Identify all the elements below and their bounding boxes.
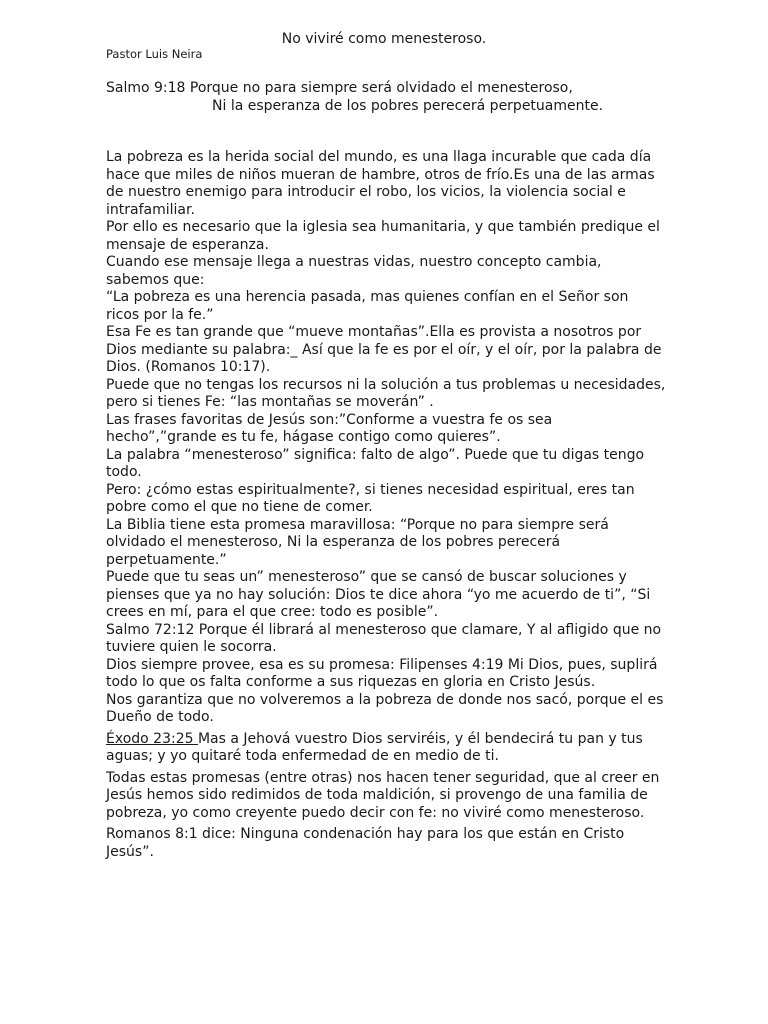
- paragraph: Por ello es necesario que la iglesia sea humanitaria, y que también predique el mensaje de esperanza.: [106, 219, 660, 253]
- paragraph: La Biblia tiene esta promesa maravillosa: “Porque no para siempre será olvidado el menesteroso, Ni la esperanza de los pobres perecerá perpetuamente.”: [106, 516, 609, 568]
- paragraph: Nos garantiza que no volveremos a la pobreza de donde nos sacó, porque el es Dueño de todo.: [106, 691, 664, 725]
- epigraph-line-2: Ni la esperanza de los pobres perecerá perpetuamente.: [212, 98, 604, 114]
- document-title: No viviré como menesteroso.: [281, 31, 487, 47]
- paragraph: La pobreza es la herida social del mundo, es una llaga incurable que cada día hace que miles de niños mueran de hambre, otros de frío.Es una de las armas de nuestro enemigo para introducir el robo, los vicios, la violencia social e intrafamiliar.: [106, 149, 655, 218]
- paragraph: Todas estas promesas (entre otras) nos hacen tener seguridad, que al creer en Jesús hemos sido redimidos de toda maldición, si provengo de una familia de pobreza, yo como creyente puedo decir con fe: no viviré como menesteroso.: [106, 769, 660, 821]
- epigraph-line-1: Salmo 9:18 Porque no para siempre será olvidado el menesteroso,: [106, 80, 573, 96]
- paragraph: “La pobreza es una herencia pasada, mas quienes confían en el Señor son ricos por la fe.”: [106, 289, 629, 323]
- exodo-text: Mas a Jehová vuestro Dios serviréis, y él bendecirá tu pan y tus aguas; y yo quitaré toda enfermedad de en medio de ti.: [106, 730, 643, 764]
- exodo-reference: Éxodo 23:25: [106, 730, 198, 747]
- paragraph: Puede que tu seas un” menesteroso” que se cansó de buscar soluciones y pienses que ya no hay solución: Dios te dice ahora “yo me acuerdo de ti”, “Si crees en mí, para el que cree: todo es posible”.: [106, 569, 651, 620]
- paragraph: Salmo 72:12 Porque él librará al menesteroso que clamare, Y al afligido que no tuviere quien le socorra.: [106, 621, 662, 655]
- epigraph-verse: [106, 79, 706, 115]
- author-name: Pastor Luis Neira: [106, 47, 203, 61]
- paragraph: Pero: ¿cómo estas espiritualmente?, si tienes necesidad espiritual, eres tan pobre como el que no tiene de comer.: [106, 481, 635, 515]
- exodo-paragraph: [106, 731, 666, 766]
- paragraph: Puede que no tengas los recursos ni la solución a tus problemas u necesidades, pero si tienes Fe: “las montañas se moverán” .: [106, 376, 666, 410]
- paragraph: Romanos 8:1 dice: Ninguna condenación hay para los que están en Cristo Jesús”.: [106, 826, 625, 860]
- paragraph: Las frases favoritas de Jesús son:”Conforme a vuestra fe os sea hecho”,”grande es tu fe, hágase contigo como quieres”.: [106, 411, 553, 445]
- paragraph: Esa Fe es tan grande que “mueve montañas”.Ella es provista a nosotros por Dios mediante su palabra:_ Así que la fe es por el oír, y el oír, por la palabra de Dios. (Romanos 10:17).: [106, 324, 662, 375]
- paragraph: Dios siempre provee, esa es su promesa: Filipenses 4:19 Mi Dios, pues, suplirá todo lo que os falta conforme a sus riquezas en gloria en Cristo Jesús.: [106, 656, 658, 690]
- paragraph: La palabra “menesteroso” significa: falto de algo”. Puede que tu digas tengo todo.: [106, 446, 645, 480]
- document-body: [106, 149, 666, 861]
- paragraph: Cuando ese mensaje llega a nuestras vidas, nuestro concepto cambia, sabemos que:: [106, 254, 602, 288]
